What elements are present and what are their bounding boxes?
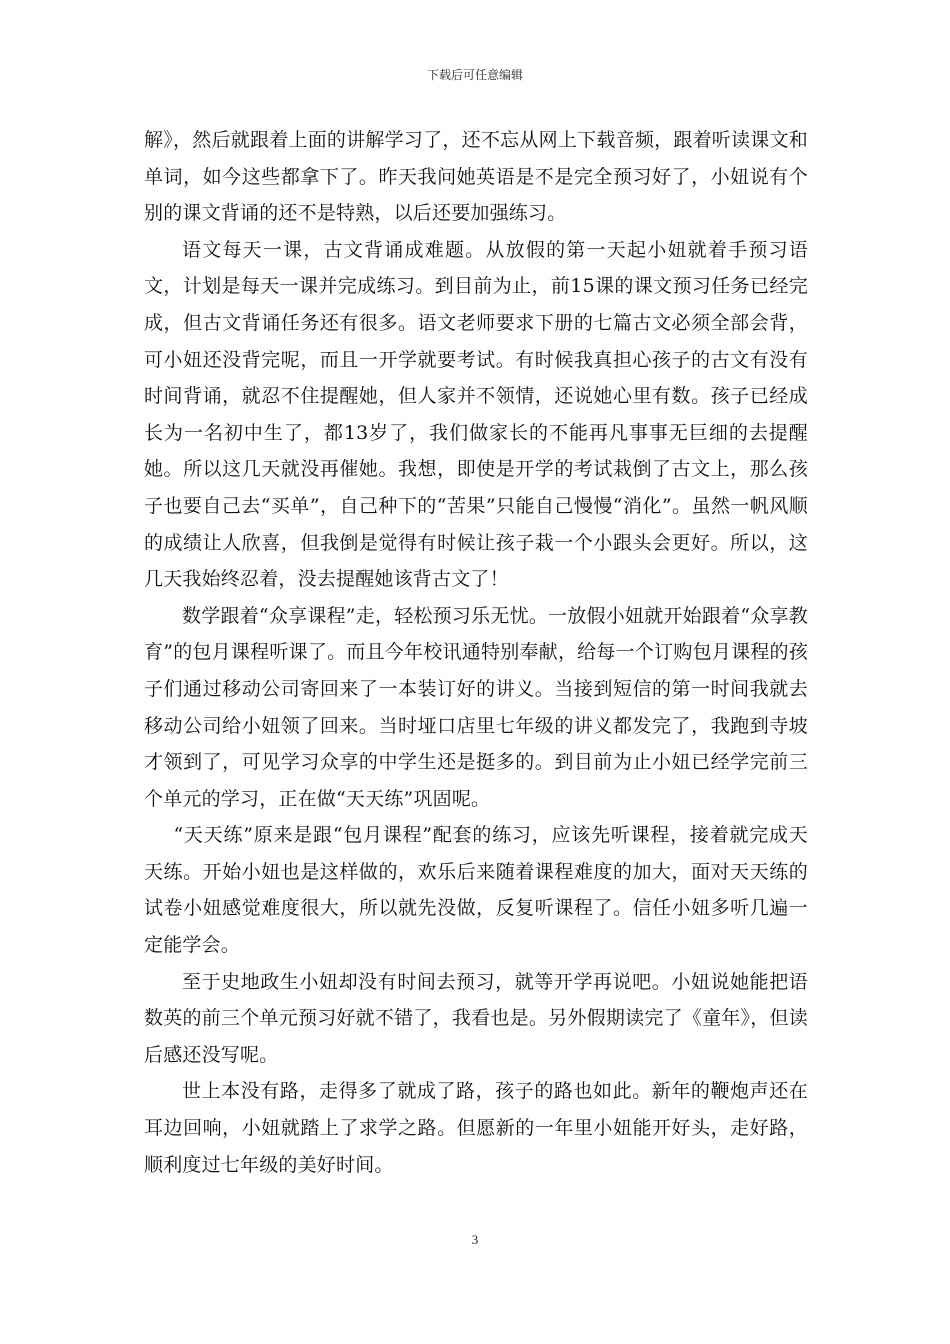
- paragraph-conclusion: 世上本没有路，走得多了就成了路，孩子的路也如此。新年的鞭炮声还在耳边回响，小妞就踏上了求学之路。但愿新的一年里小妞能开好头，走好路，顺利度过七年级的美好时间。: [144, 1080, 808, 1176]
- paragraph-continuation: 解》，然后就跟着上面的讲解学习了，还不忘从网上下载音频，跟着听读课文和单词，如今这些都拿下了。昨天我问她英语是不是完全预习好了，小妞说有个别的课文背诵的还不是特熟，以后还要加强练习。: [144, 129, 808, 225]
- paragraph-daily-practice: “天天练”原来是跟“包月课程”配套的练习，应该先听课程，接着就完成天天练。开始小妞也是这样做的，欢乐后来随着课程难度的加大，面对天天练的试卷小妞感觉难度很大，所以就先没做，反复听课程了。信任小妞多听几遍一定能学会。: [144, 824, 808, 957]
- document-body: [144, 122, 808, 1183]
- paragraph-other-subjects: 至于史地政生小妞却没有时间去预习，就等开学再说吧。小妞说她能把语数英的前三个单元预习好就不错了，我看也是。另外假期读完了《童年》，但读后感还没写呢。: [144, 970, 808, 1066]
- paragraph-chinese-study: 语文每天一课，古文背诵成难题。从放假的第一天起小妞就着手预习语文，计划是每天一课并完成练习。到目前为止，前15课的课文预习任务已经完成，但古文背诵任务还有很多。语文老师要求下册的七篇古文必须全部会背，可小妞还没背完呢，而且一开学就要考试。有时候我真担心孩子的古文有没有时间背诵，就忍不住提醒她，但人家并不领情，还说她心里有数。孩子已经成长为一名初中生了，都13岁了，我们做家长的不能再凡事事无巨细的去提醒她。所以这几天就没再催她。我想，即使是开学的考试栽倒了古文上，那么孩子也要自己去“买单”，自己种下的“苦果”只能自己慢慢“消化”。虽然一帆风顺的成绩让人欣喜，但我倒是觉得有时候让孩子栽一个小跟头会更好。所以，这几天我始终忍着，没去提醒她该背古文了！: [144, 238, 808, 591]
- paragraph-math-study: 数学跟着“众享课程”走，轻松预习乐无忧。一放假小妞就开始跟着“众享教育”的包月课程听课了。而且今年校讯通特别奉献，给每一个订购包月课程的孩子们通过移动公司寄回来了一本装订好的讲义。当接到短信的第一时间我就去移动公司给小妞领了回来。当时垭口店里七年级的讲义都发完了，我跑到寺坡才领到了，可见学习众享的中学生还是挺多的。到目前为止小妞已经学完前三个单元的学习，正在做“天天练”巩固呢。: [144, 604, 808, 810]
- page-number: 3: [471, 1232, 479, 1247]
- page-header: 下载后可任意编辑: [426, 68, 523, 82]
